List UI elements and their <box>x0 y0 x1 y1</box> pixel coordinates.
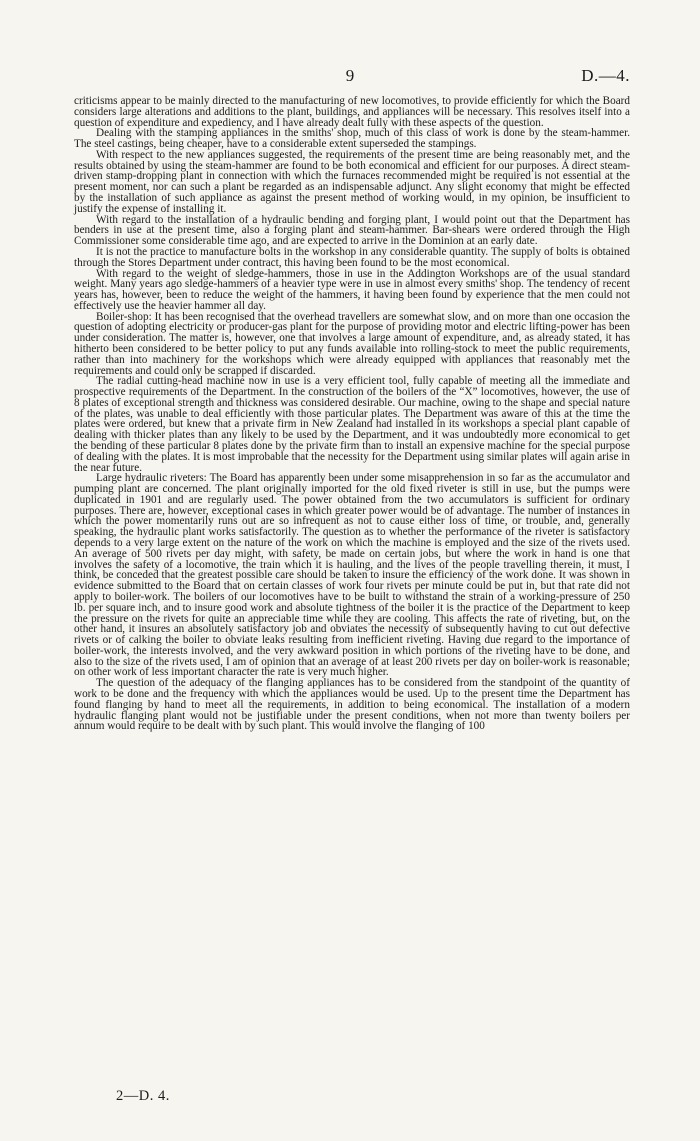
page-signature: 2—D. 4. <box>116 1088 170 1104</box>
paragraph-hydraulic-bending: With regard to the installation of a hydraulic bending and forging plant, I would point out that the Department has benders in use at the present time, also a forging plant and steam-hammer. Bar-shears were ordered through the High Commissioner some considerable time ago, and are expected to arrive in the Dominion at an early date. <box>74 213 630 248</box>
paragraph-bolts: It is not the practice to manufacture bolts in the workshop in any considerable quantity. The supply of bolts is obtained through the Stores Department under contract, this having been found to be the most economical. <box>74 245 630 269</box>
paragraph-boiler-shop: Boiler-shop: It has been recognised that the overhead travellers are somewhat slow, and on more than one occasion the question of adopting electricity or producer-gas plant for the purpose of providing motor and electric lifting-power has been under consideration. The matter is, however, one that involves a large amount of expenditure, and, as already stated, it has hitherto been considered to be better policy to put any funds available into rolling-stock to meet the public requirements, rather than into machinery for the workshops which were already equipped with appliances that reasonably met the requirements and could only be scrapped if discarded. <box>74 310 630 377</box>
paragraph-flanging-appliances: The question of the adequacy of the flanging appliances has to be considered from the standpoint of the quantity of work to be done and the frequency with which the appliances would be used. Up to the present time the Department has found flanging by hand to meet all the requirements, in addition to being economical. The installation of a modern hydraulic flanging plant would not be justifiable under the present conditions, when not more than twenty boilers per annum would require to be dealt with by such plant. This would involve the flanging of 100 <box>74 677 630 733</box>
paragraph-radial-cutting-head: The radial cutting-head machine now in use is a very efficient tool, fully capable of meeting all the immediate and prospective requirements of the Department. In the construction of the boilers of the “X” locomotives, however, the use of 8 plates of exceptional strength and thickness was considered desirable. Our machine, owing to the shape and special nature of the plates, was unable to deal efficiently with those particular plates. The Department was aware of this at the time the plates were ordered, but knew that a private firm in New Zealand had installed in its workshops a special plant capable of dealing with thicker plates than any likely to be used by the Department, and it was undoubtedly more economical to get the bending of these particular 8 plates done by the private firm than to install an expensive machine for the special purpose of dealing with the plates. It is most improbable that the necessity for the Department using similar plates will again arise in the near future. <box>74 375 630 474</box>
paragraph-sledge-hammers: With regard to the weight of sledge-hammers, those in use in the Addington Workshops are of the usual standard weight. Many years ago sledge-hammers of a heavier type were in use in almost every smiths' shop. The tendency of recent years has, however, been to reduce the weight of the hammers, it having been found by experience that the men could not effectively use the heavier hammer all day. <box>74 267 630 312</box>
page-header <box>70 66 630 90</box>
paragraph-continued: criticisms appear to be mainly directed to the manufacturing of new locomotives, to provide efficiently for which the Board considers large alterations and additions to the plant, buildings, and appliances will be necessary. This resolves itself into a question of expenditure and expediency, and I have already dealt fully with these aspects of the question. <box>74 95 630 129</box>
document-reference: D.—4. <box>581 66 630 85</box>
paragraph-hydraulic-riveters: Large hydraulic riveters: The Board has apparently been under some misapprehension in so far as the accumulator and pumping plant are concerned. The plant originally imported for the old fixed riveter is still in use, but the pumps were duplicated in 1901 and are regularly used. The power obtained from the two accumulators is sufficient for ordinary purposes. There are, however, exceptional cases in which greater power would be of advantage. The number of instances in which the power momentarily runs out are so infrequent as not to cause either loss of time, or trouble, and, generally speaking, the hydraulic plant works satisfactorily. The question as to whether the performance of the riveter is satisfactory depends to a very large extent on the nature of the work on which the machine is employed and the size of the rivets used. An average of 500 rivets per day might, with safety, be made on certain jobs, but where the work in hand is one that involves the safety of a locomotive, the train which it is hauling, and the lives of the people travelling therein, it must, I think, be conceded that the greatest possible care should be taken to insure the efficiency of the work done. It was shown in evidence submitted to the Board that on certain classes of work four rivets per minute could be put in, but that rate did not apply to boiler-work. The boilers of our locomotives have to be built to withstand the strain of a working-pressure of 250 lb. per square inch, and to insure good work and absolute tightness of the boiler it is the practice of the Department to keep the pressure on the rivets for quite an appreciable time while they are cooling. This affects the rate of riveting, but, on the other hand, it insures an absolutely satisfactory job and obviates the necessity of subsequently having to cut out defective rivets or of calking the boiler to obviate leaks resulting from inefficient riveting. Having due regard to the importance of boiler-work, the interests involved, and the very awkward position in which portions of the riveting have to be done, and also to the size of the rivets used, I am of opinion that an average of at least 200 rivets per day on boiler-work is reasonable; on other work of less important character the rate is very much higher. <box>74 472 630 679</box>
paragraph-stamping-appliances: Dealing with the stamping appliances in the smiths' shop, much of this class of work is done by the steam-hammer. The steel castings, being cheaper, have to a considerable extent superseded the stampings. <box>74 127 630 151</box>
page-number: 9 <box>345 66 355 85</box>
body-text <box>74 96 630 732</box>
paragraph-new-appliances: With respect to the new appliances suggested, the requirements of the present time are being reasonably met, and the results obtained by using the steam-hammer are found to be both economical and efficient for our purposes. A direct steam-driven stamp-dropping plant in connection with which the furnaces recommended might be required is not essential at the present moment, nor can such a plant be regarded as an indispensable adjunct. Any slight economy that might be effected by the installation of such appliance as against the present method of working would, in my opinion, be insufficient to justify the expense of installing it. <box>74 148 630 215</box>
